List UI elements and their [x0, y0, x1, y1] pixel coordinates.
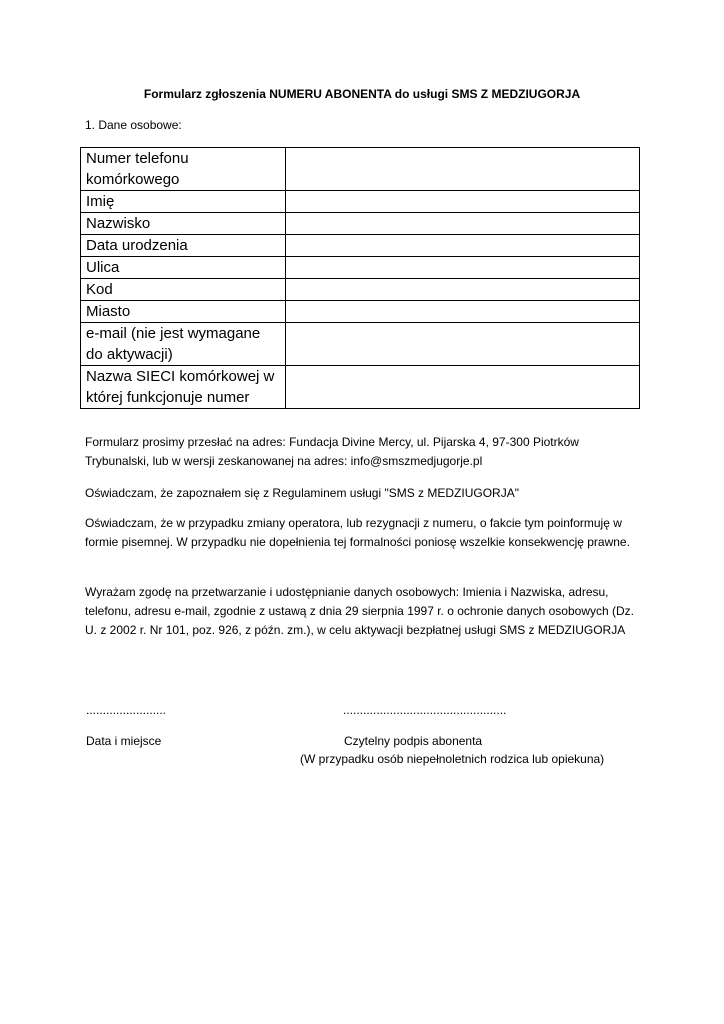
row-label-email: e-mail (nie jest wymagane do aktywacji)	[81, 323, 286, 366]
row-label-street: Ulica	[81, 257, 286, 279]
section-heading-personal-data: 1. Dane osobowe:	[85, 118, 182, 132]
table-row	[81, 191, 640, 213]
table-row	[81, 257, 640, 279]
guardian-note: (W przypadku osób niepełnoletnich rodzica lub opiekuna)	[300, 752, 605, 766]
network-field[interactable]	[285, 366, 639, 409]
postal-code-field[interactable]	[285, 279, 639, 301]
last-name-field[interactable]	[285, 213, 639, 235]
date-signature-line: ........................	[86, 703, 167, 717]
city-field[interactable]	[285, 301, 639, 323]
table-row	[81, 366, 640, 409]
row-label-birth-date: Data urodzenia	[81, 235, 286, 257]
operator-change-paragraph: Oświadczam, że w przypadku zmiany operatora, lub rezygnacji z numeru, o fakcie tym poinformuję w formie pisemnej. W przypadku nie dopełnienia tej formalności poniosę wszelkie konsekwencję prawne.	[85, 516, 630, 549]
personal-data-table	[80, 147, 640, 409]
email-field[interactable]	[285, 323, 639, 366]
row-label-phone: Numer telefonu komórkowego	[81, 148, 286, 191]
row-label-city: Miasto	[81, 301, 286, 323]
row-label-postal-code: Kod	[81, 279, 286, 301]
document-title: Formularz zgłoszenia NUMERU ABONENTA do usługi SMS Z MEDZIUGORJA	[143, 87, 581, 101]
birth-date-field[interactable]	[285, 235, 639, 257]
street-field[interactable]	[285, 257, 639, 279]
date-place-label: Data i miejsce	[86, 734, 162, 748]
first-name-field[interactable]	[285, 191, 639, 213]
row-label-last-name: Nazwisko	[81, 213, 286, 235]
consent-paragraph: Wyrażam zgodę na przetwarzanie i udostępnianie danych osobowych: Imienia i Nazwiska, adresu, telefonu, adresu e-mail, zgodnie z ustawą z dnia 29 sierpnia 1997 r. o ochronie danych osobowych (Dz. U. z 2002 r. Nr 101, poz. 926, z późn. zm.), w celu aktywacji bezpłatnej usługi SMS z MEDZIUGORJA	[85, 585, 634, 637]
subscriber-signature-line: .................................................	[343, 703, 507, 717]
table-row	[81, 148, 640, 191]
table-row	[81, 279, 640, 301]
subscriber-signature-label: Czytelny podpis abonenta	[344, 734, 483, 748]
table-row	[81, 323, 640, 366]
regulations-paragraph: Oświadczam, że zapoznałem się z Regulaminem usługi "SMS z MEDZIUGORJA"	[85, 486, 519, 500]
address-paragraph: Formularz prosimy przesłać na adres: Fundacja Divine Mercy, ul. Pijarska 4, 97-300 Piotrków Trybunalski, lub w wersji zeskanowanej na adres: info@smszmedjugorje.pl	[85, 435, 579, 468]
table-row	[81, 301, 640, 323]
table-row	[81, 213, 640, 235]
table-row	[81, 235, 640, 257]
phone-field[interactable]	[285, 148, 639, 191]
row-label-first-name: Imię	[81, 191, 286, 213]
row-label-network: Nazwa SIECI komórkowej w której funkcjonuje numer	[81, 366, 286, 409]
